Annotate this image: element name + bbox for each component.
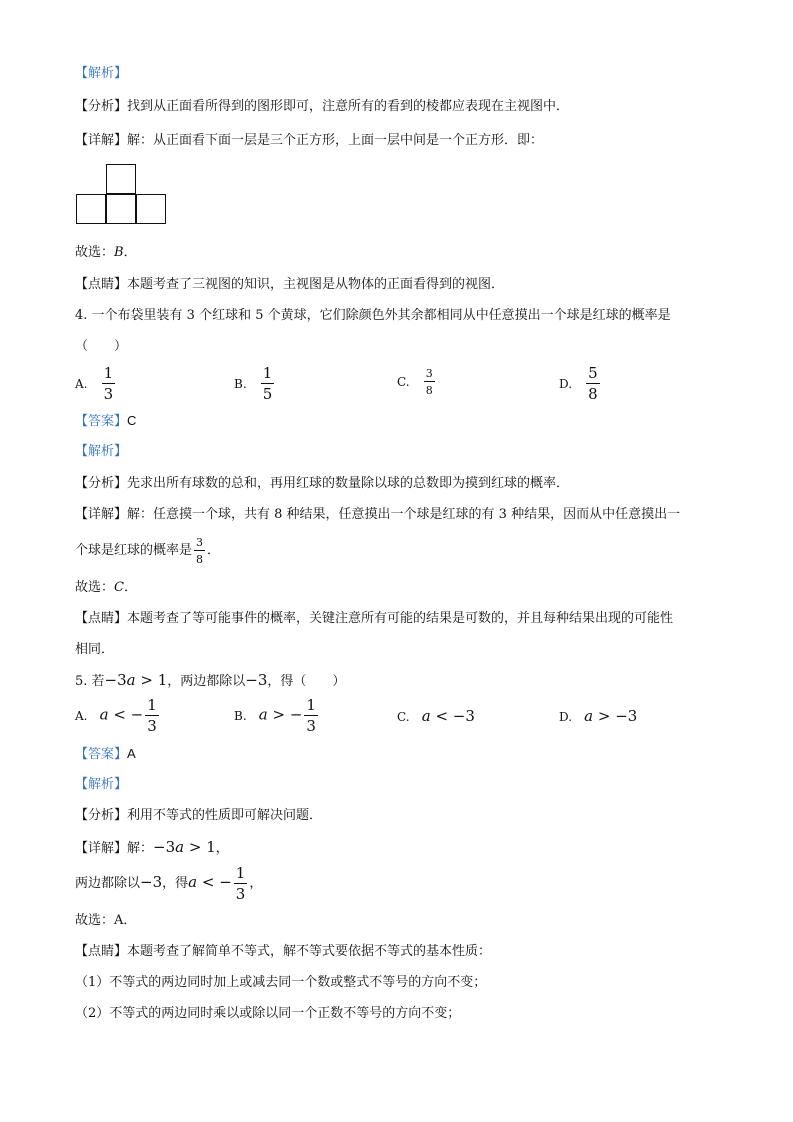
math-variable: a [175, 838, 185, 856]
math-relation: < − [197, 873, 232, 891]
fraction-denominator: 8 [196, 552, 204, 566]
q5-option-c [397, 706, 475, 728]
q4-option-a [75, 366, 117, 402]
fraction-denominator: 3 [147, 717, 157, 735]
math-variable: a [126, 671, 136, 689]
math-variable: a [258, 705, 268, 724]
math-divisor: −3 [245, 671, 268, 689]
detail-paragraph [75, 131, 543, 151]
figure-square-bottom-middle [106, 194, 136, 224]
choice-suffix: ． [123, 913, 137, 928]
xiangjie-tag: 【详解】 [75, 133, 128, 148]
sentence-end: ． [207, 543, 221, 558]
figure-square-top [106, 164, 136, 194]
q5-choice-line [75, 911, 136, 931]
q5-comment-paragraph [75, 942, 491, 962]
answer-tag: 【答案】 [75, 414, 128, 429]
analysis-tag: 【解析】 [75, 444, 128, 459]
q4-detail-paragraph [75, 505, 680, 525]
q4-option-d [559, 366, 602, 402]
figure-square-bottom-left [76, 194, 106, 224]
dianjing-text: 本题考查了等可能事件的概率，关键注意所有可能的结果是可数的，并且每种结果出现的可能性 [127, 611, 674, 626]
choice-suffix: ． [123, 245, 137, 260]
math-variable: a [188, 873, 198, 891]
figure-square-bottom-right [136, 194, 166, 224]
math-relation: > −3 [593, 707, 638, 725]
q5-stem-end: ，得（ ） [267, 674, 346, 689]
option-label: C. [397, 374, 410, 389]
option-label: B. [234, 376, 247, 391]
choice-prefix: 故选： [75, 580, 115, 595]
fraction-numerator: 1 [235, 863, 246, 882]
line2-mid: ，得 [162, 876, 189, 891]
math-divisor: −3 [140, 873, 163, 891]
q5-detail-line2 [75, 863, 262, 903]
q5-number: 5. 若 [75, 674, 105, 689]
fraction-denominator: 3 [235, 884, 246, 903]
line2-prefix: 两边都除以 [75, 876, 141, 891]
math-relation: < −3 [430, 707, 475, 725]
xiangjie-tag: 【详解】 [75, 841, 128, 856]
xiangjie-text: 解：任意摸一个球，共有 8 种结果，任意摸出一个球是红球的有 3 种结果，因而从中任意摸出一 [127, 507, 681, 522]
analysis-heading [75, 64, 127, 84]
sentence-end: ， [215, 841, 229, 856]
math-relation: > − [267, 705, 303, 724]
choice-letter: B [114, 245, 124, 260]
q4-analysis-paragraph [75, 474, 569, 494]
sentence-end: ， [249, 876, 263, 891]
fraction-denominator: 8 [425, 384, 433, 397]
q4-option-c [397, 368, 437, 396]
math-variable: a [421, 707, 431, 725]
xiangjie-text: 解：从正面看下面一层是三个正方形，上面一层中间是一个正方形．即： [127, 133, 544, 148]
q5-detail-paragraph [75, 837, 229, 859]
rule-text: （1）不等式的两边同时加上或减去同一个数或整式不等号的方向不变； [75, 975, 487, 990]
fenxi-text: 利用不等式的性质即可解决问题． [127, 808, 323, 823]
q5-rule-1 [75, 973, 486, 993]
fenxi-tag: 【分析】 [75, 99, 128, 114]
fraction-numerator: 3 [196, 535, 204, 549]
q4-comment-paragraph [75, 609, 673, 629]
analysis-tag: 【解析】 [75, 777, 128, 792]
option-label: C. [397, 710, 410, 724]
q4-stem-text: 4. 一个布袋里装有 3 个红球和 5 个黄球，它们除颜色外其余都相同从中任意摸出一个球是红球的概率是 [75, 308, 671, 323]
xiangjie-tag: 【详解】 [75, 507, 128, 522]
q5-analysis-heading [75, 775, 127, 795]
math-variable: a [584, 707, 594, 725]
fraction-numerator: 3 [425, 367, 433, 380]
q5-option-d [559, 706, 637, 728]
dianjing-tag: 【点睛】 [75, 277, 128, 292]
fraction-denominator: 8 [588, 385, 598, 403]
q4-analysis-heading [75, 442, 127, 462]
q5-stem [75, 670, 345, 692]
fenxi-text: 找到从正面看所得到的图形即可，注意所有的看到的棱都应表现在主视图中． [127, 99, 570, 114]
q4-detail-continuation [75, 533, 220, 569]
rule-text: （2）不等式的两边同时乘以或除以同一个正数不等号的方向不变； [75, 1006, 461, 1021]
dianjing-continuation: 相同． [75, 642, 115, 657]
comment-paragraph [75, 275, 504, 295]
fenxi-tag: 【分析】 [75, 476, 128, 491]
q4-paren [75, 337, 127, 357]
dianjing-text: 本题考查了三视图的知识，主视图是从物体的正面看得到的视图． [127, 277, 505, 292]
fenxi-tag: 【分析】 [75, 808, 128, 823]
q4-paren-text: （ ） [75, 339, 128, 354]
fraction-numerator: 1 [306, 696, 316, 714]
q5-stem-mid: ，两边都除以 [167, 674, 246, 689]
fraction-denominator: 3 [306, 717, 316, 735]
fraction-numerator: 1 [103, 364, 114, 382]
q4-option-b [234, 366, 276, 402]
xiangjie-text: 解： [127, 841, 154, 856]
option-label: D. [559, 376, 573, 391]
q4-comment-continuation [75, 640, 114, 660]
q4-answer [75, 411, 136, 432]
q5-rule-2 [75, 1004, 460, 1024]
fraction-denominator: 5 [262, 385, 273, 403]
fraction-denominator: 3 [103, 385, 114, 403]
dianjing-tag: 【点睛】 [75, 944, 128, 959]
math-coefficient: −3 [153, 838, 176, 856]
xiangjie-continuation: 个球是红球的概率是 [75, 543, 193, 558]
math-relation: > 1 [135, 671, 168, 689]
fraction-numerator: 1 [262, 364, 273, 382]
dianjing-text: 本题考查了解简单不等式，解不等式要依据不等式的基本性质： [127, 944, 492, 959]
option-label: D. [559, 710, 573, 724]
answer-tag: 【答案】 [75, 747, 128, 762]
math-variable: a [99, 705, 109, 724]
q5-analysis-paragraph [75, 806, 322, 826]
dianjing-tag: 【点睛】 [75, 611, 128, 626]
option-label: A. [75, 708, 88, 723]
answer-letter: C [127, 413, 137, 428]
answer-letter: A [127, 746, 136, 761]
analysis-paragraph [75, 97, 569, 117]
choice-letter: C [114, 580, 124, 595]
choice-suffix: ． [123, 580, 137, 595]
q4-choice-line [75, 578, 137, 598]
q4-stem [75, 306, 671, 326]
option-label: B. [234, 708, 247, 723]
option-label: A. [75, 376, 88, 391]
fraction-numerator: 5 [588, 364, 598, 382]
q5-answer [75, 744, 136, 765]
fenxi-text: 先求出所有球数的总和，再用红球的数量除以球的总数即为摸到红球的概率． [127, 476, 570, 491]
choice-line [75, 243, 137, 263]
analysis-tag: 【解析】 [75, 66, 128, 81]
math-relation: < − [108, 705, 144, 724]
math-coefficient: −3 [104, 671, 127, 689]
fraction-numerator: 1 [147, 696, 157, 714]
math-relation: > 1 [184, 838, 216, 856]
q5-option-b [234, 698, 320, 734]
choice-prefix: 故选： [75, 245, 115, 260]
q5-option-a [75, 698, 161, 734]
choice-prefix: 故选： [75, 913, 115, 928]
choice-letter: A [114, 913, 124, 928]
